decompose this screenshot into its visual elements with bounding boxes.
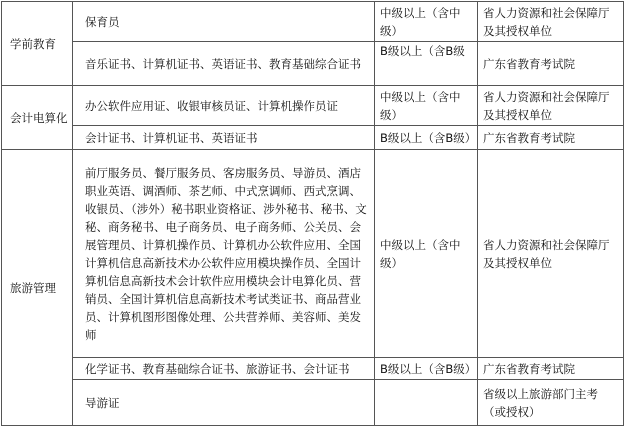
issuing-unit-cell: 广东省教育考试院 (478, 42, 624, 86)
certificate-cell: 音乐证书、计算机证书、英语证书、教育基础综合证书 (73, 42, 375, 86)
issuing-unit-cell: 广东省教育考试院 (478, 126, 624, 150)
level-cell: 中级以上（含中级） (375, 86, 478, 126)
certificate-table (1, 1, 624, 426)
table-row (2, 2, 624, 42)
level-cell: 中级以上（含中级） (375, 150, 478, 358)
level-cell: 中级以上（含中级） (375, 2, 478, 42)
certificate-cell: 导游证 (73, 380, 375, 426)
certificate-cell: 办公软件应用证、收银审核员证、计算机操作员证 (73, 86, 375, 126)
certificate-cell: 保育员 (73, 2, 375, 42)
issuing-unit-cell: 省人力资源和社会保障厅及其授权单位 (478, 150, 624, 358)
level-cell: B级以上（含B级） (375, 126, 478, 150)
table-row (2, 126, 624, 150)
level-cell: B级以上（含B级 (375, 42, 478, 86)
certificate-cell: 前厅服务员、餐厅服务员、客房服务员、导游员、酒店职业英语、调酒师、茶艺师、中式烹调师、西式烹调、收银员、（涉外）秘书职业资格证、涉外秘书、秘书、文秘、商务秘书、电子商务员、电子商务师、公关员、会展管理员、计算机操作员、计算机办公软件应用、全国计算机信息高新技术办公软件应用模块操作员、全国计算机信息高新技术会计软件应用模块会计电算化员、营销员、全国计算机信息高新技术考试类证书、商品营业员、计算机图形图像处理、公共营养师、美容师、美发师 (73, 150, 375, 358)
major-cell: 旅游管理 (2, 150, 73, 426)
major-cell: 学前教育 (2, 2, 73, 86)
table-row (2, 358, 624, 380)
table-row (2, 42, 624, 86)
level-cell (375, 380, 478, 426)
level-cell: B级以上（含B级） (375, 358, 478, 380)
issuing-unit-cell: 省级以上旅游部门主考（或授权） (478, 380, 624, 426)
issuing-unit-cell: 省人力资源和社会保障厅及其授权单位 (478, 86, 624, 126)
major-cell: 会计电算化 (2, 86, 73, 150)
certificate-cell: 化学证书、教育基础综合证书、旅游证书、会计证书 (73, 358, 375, 380)
table-row (2, 380, 624, 426)
table-row (2, 150, 624, 358)
issuing-unit-cell: 广东省教育考试院 (478, 358, 624, 380)
certificate-table-container (1, 1, 623, 429)
issuing-unit-cell: 省人力资源和社会保障厅及其授权单位 (478, 2, 624, 42)
table-row (2, 86, 624, 126)
certificate-cell: 会计证书、计算机证书、英语证书 (73, 126, 375, 150)
